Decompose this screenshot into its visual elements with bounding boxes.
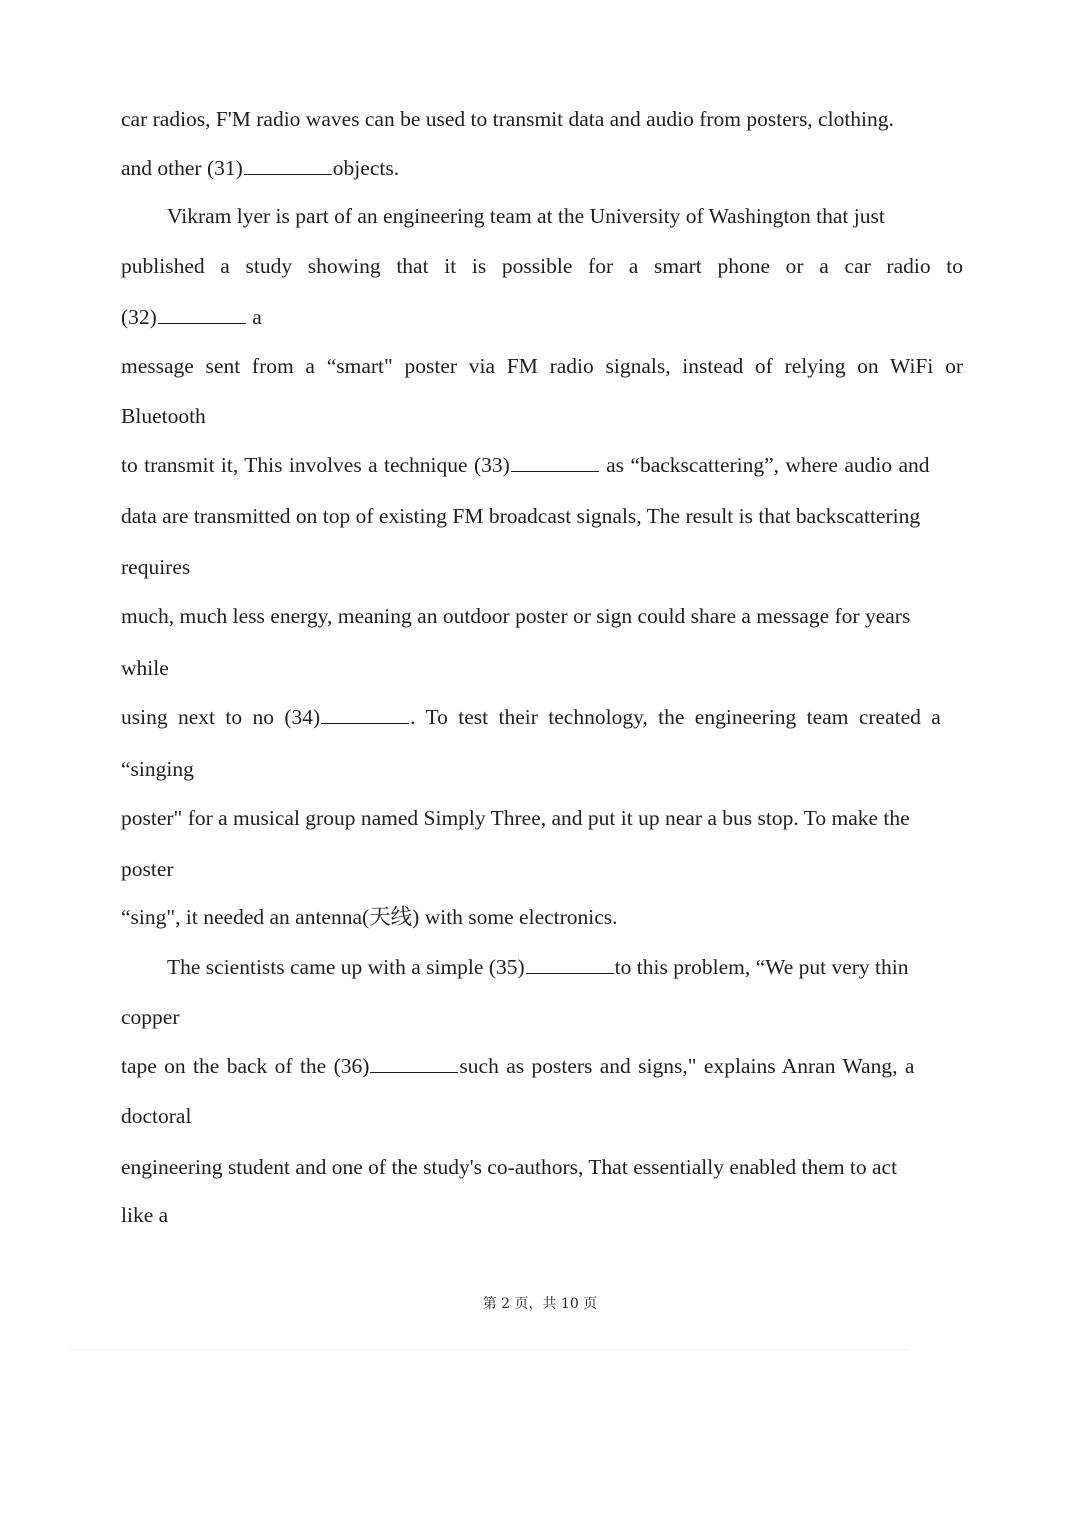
text-line bbox=[121, 1002, 963, 1032]
text-run: copper bbox=[121, 1005, 180, 1029]
text-run: doctoral bbox=[121, 1104, 192, 1128]
paragraph-first-line bbox=[167, 952, 963, 982]
text-line bbox=[121, 1152, 963, 1182]
text-run: using next to no (34) bbox=[121, 705, 321, 729]
text-run: and other (31) bbox=[121, 156, 243, 180]
text-run: while bbox=[121, 656, 169, 680]
text-line bbox=[121, 803, 963, 833]
text-run: as “backscattering”, where audio and bbox=[606, 453, 930, 477]
page-number: 第 2 页，共 10 页 bbox=[482, 1296, 598, 1312]
text-run: like a bbox=[121, 1203, 169, 1227]
text-run: The scientists came up with a simple (35) bbox=[167, 955, 525, 979]
divider bbox=[70, 1349, 910, 1350]
text-run: poster bbox=[121, 857, 174, 881]
text-run: engineering student and one of the study's co-authors, That essentially enabled them to act bbox=[121, 1155, 898, 1179]
text-run: objects. bbox=[332, 156, 400, 180]
text-run: to this problem, “We put very thin bbox=[614, 955, 909, 979]
text-line bbox=[121, 153, 963, 183]
text-run: . To test their technology, the engineering team created a bbox=[410, 705, 941, 729]
text-line bbox=[121, 552, 963, 582]
text-run: “sing", it needed an antenna(天线) with some electronics. bbox=[121, 905, 618, 929]
text-line bbox=[121, 601, 963, 631]
answer-blank-32 bbox=[158, 305, 246, 324]
text-run: a bbox=[252, 305, 262, 329]
text-run: data are transmitted on top of existing FM broadcast signals, The result is that backscattering bbox=[121, 504, 921, 528]
text-run: poster" for a musical group named Simply Three, and put it up near a bus stop. To make the bbox=[121, 806, 910, 830]
text-line bbox=[121, 251, 963, 281]
text-line bbox=[121, 754, 963, 784]
text-run: tape on the back of the (36) bbox=[121, 1054, 370, 1078]
text-line bbox=[121, 501, 963, 531]
text-line bbox=[121, 653, 963, 683]
text-line bbox=[121, 902, 963, 932]
text-line bbox=[121, 702, 963, 732]
answer-blank-33 bbox=[511, 453, 599, 472]
text-line bbox=[121, 401, 963, 431]
text-line bbox=[121, 351, 963, 381]
text-run: Vikram lyer is part of an engineering team at the University of Washington that just bbox=[167, 204, 885, 228]
text-line bbox=[121, 302, 963, 332]
text-line bbox=[121, 854, 963, 884]
text-run: Bluetooth bbox=[121, 404, 206, 428]
answer-blank-35 bbox=[526, 955, 614, 974]
text-run: car radios, F'M radio waves can be used to transmit data and audio from posters, clothing. bbox=[121, 107, 894, 131]
answer-blank-36 bbox=[370, 1054, 458, 1073]
text-line bbox=[121, 450, 963, 480]
paragraph-first-line bbox=[167, 201, 963, 231]
text-run: message sent from a “smart" poster via FM radio signals, instead of relying on WiFi or bbox=[121, 354, 963, 378]
text-run: “singing bbox=[121, 757, 194, 781]
text-run: to transmit it, This involves a technique (33) bbox=[121, 453, 510, 477]
text-run: such as posters and signs," explains Anran Wang, a bbox=[459, 1054, 915, 1078]
answer-blank-31 bbox=[244, 156, 332, 175]
text-line bbox=[121, 1200, 963, 1230]
text-run: requires bbox=[121, 555, 191, 579]
text-run: (32) bbox=[121, 305, 157, 329]
answer-blank-34 bbox=[321, 705, 409, 724]
text-line bbox=[121, 1101, 963, 1131]
text-line bbox=[121, 104, 963, 134]
text-line bbox=[121, 1051, 963, 1081]
text-run: published a study showing that it is possible for a smart phone or a car radio to bbox=[121, 254, 963, 278]
text-run: much, much less energy, meaning an outdoor poster or sign could share a message for years bbox=[121, 604, 911, 628]
